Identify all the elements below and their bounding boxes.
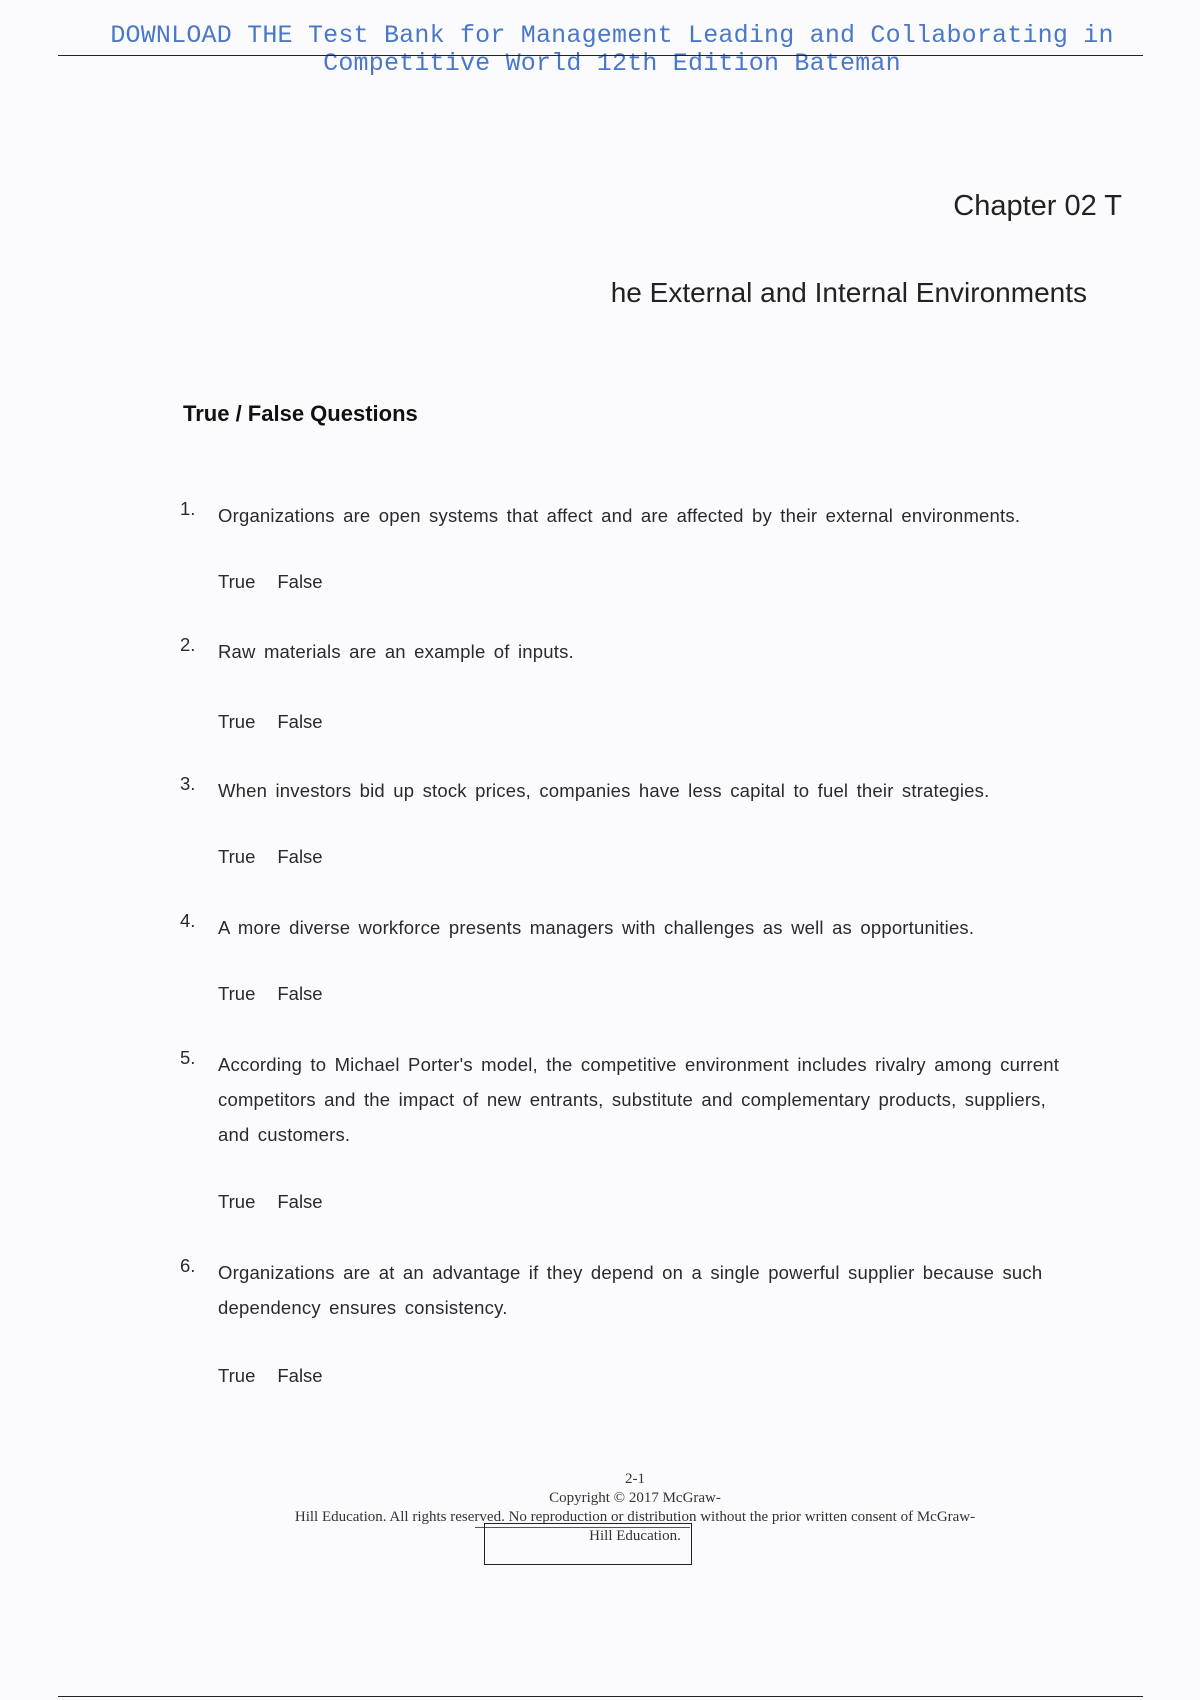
false-option: False <box>277 571 323 592</box>
question-item <box>180 1047 1085 1152</box>
question-number: 4. <box>180 910 196 931</box>
question-text: Raw materials are an example of inputs. <box>218 641 574 662</box>
question-text: Organizations are at an advantage if they depend on a single powerful supplier because such dependency ensures consistency. <box>218 1262 1043 1318</box>
answer-options <box>218 711 345 733</box>
question-item <box>180 773 1085 808</box>
answer-options <box>218 846 345 868</box>
question-item <box>180 634 1085 669</box>
question-number: 6. <box>180 1255 196 1276</box>
answer-options <box>218 983 345 1005</box>
true-option: True <box>218 1191 256 1212</box>
publisher-line: Hill Education. <box>589 1528 681 1544</box>
chapter-title-line-2: he External and Internal Environments <box>610 277 1087 308</box>
question-item <box>180 498 1085 533</box>
true-option: True <box>218 983 256 1004</box>
answer-options <box>218 571 345 593</box>
bottom-rule <box>58 1696 1143 1697</box>
true-option: True <box>218 711 256 732</box>
question-text: Organizations are open systems that affect and are affected by their external environments. <box>218 505 1021 526</box>
question-number: 1. <box>180 498 196 519</box>
false-option: False <box>277 846 323 867</box>
question-number: 2. <box>180 634 196 655</box>
false-option: False <box>277 711 323 732</box>
true-option: True <box>218 1365 256 1386</box>
question-number: 5. <box>180 1047 196 1068</box>
question-item <box>180 1255 1085 1325</box>
false-option: False <box>277 983 323 1004</box>
question-text: A more diverse workforce presents managers with challenges as well as opportunities. <box>218 917 975 938</box>
page-number: 2-1 <box>625 1471 645 1487</box>
footer-box-outline <box>484 1523 692 1565</box>
true-option: True <box>218 571 256 592</box>
section-heading: True / False Questions <box>183 401 418 426</box>
copyright-line: Copyright © 2017 McGraw- <box>549 1490 721 1506</box>
false-option: False <box>277 1365 323 1386</box>
question-item <box>180 910 1085 945</box>
question-text: According to Michael Porter's model, the competitive environment includes rivalry among current competitors and the impact of new entrants, substitute and complementary products, suppliers, and customers. <box>218 1054 1060 1145</box>
false-option: False <box>277 1191 323 1212</box>
question-text: When investors bid up stock prices, companies have less capital to fuel their strategies. <box>218 780 990 801</box>
answer-options <box>218 1191 345 1213</box>
download-banner-link[interactable]: DOWNLOAD THE Test Bank for Management Leading and Collaborating in Competitive World 12th Edition Bateman <box>110 21 1114 78</box>
banner-underline <box>58 55 1143 56</box>
true-option: True <box>218 846 256 867</box>
chapter-title-line-1: Chapter 02 T <box>953 190 1122 222</box>
answer-options <box>218 1365 345 1387</box>
question-number: 3. <box>180 773 196 794</box>
rights-line: Hill Education. All rights reserved. No reproduction or distribution without the prior written consent of McGraw- <box>294 1509 976 1525</box>
